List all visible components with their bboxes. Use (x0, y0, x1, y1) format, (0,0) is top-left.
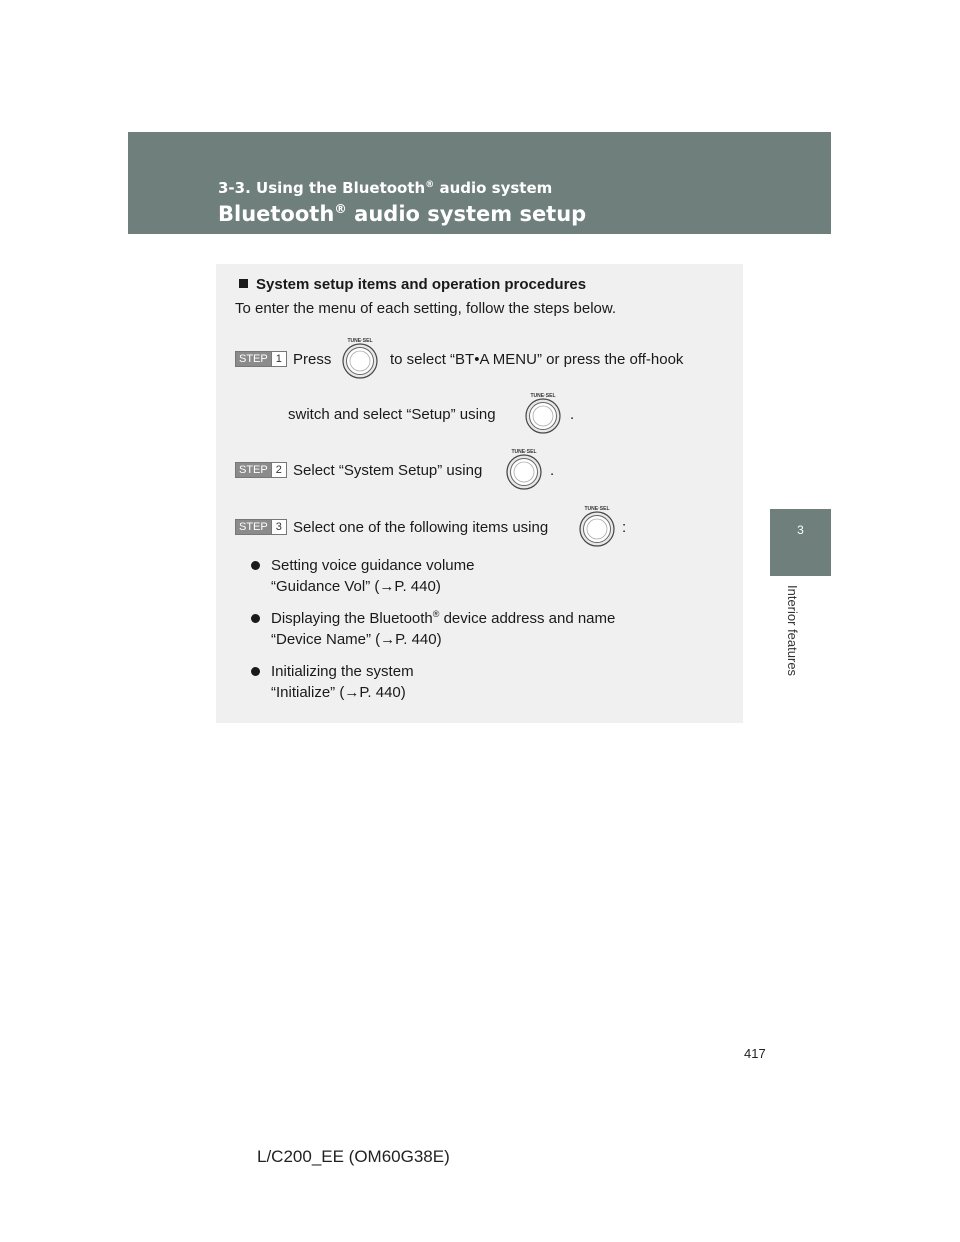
step-2-line: STEP 2 Select “System Setup” using (235, 462, 482, 479)
page-title: Bluetooth® audio system setup (218, 201, 587, 226)
step-1-text-d: . (570, 406, 575, 423)
list-item: Setting voice guidance volume “Guidance Vol” (→P. 440) (251, 555, 474, 597)
tune-sel-knob-icon (575, 504, 619, 548)
chapter-label: Interior features (785, 585, 800, 677)
step-1-line-1: STEP 1 Press (235, 351, 331, 368)
bullet-icon (251, 614, 260, 623)
footer-code: L/C200_EE (OM60G38E) (257, 1147, 450, 1166)
section-header (128, 132, 831, 234)
svg-text:TUNE·SEL: TUNE·SEL (530, 393, 556, 399)
setup-info-box (216, 264, 743, 723)
svg-text:TUNE·SEL: TUNE·SEL (347, 338, 373, 344)
intro-text: To enter the menu of each setting, follow the steps below. (235, 300, 617, 317)
tune-sel-knob-icon (521, 391, 565, 435)
tune-sel-knob-icon (338, 336, 382, 380)
step-1-text-c: switch and select “Setup” using (288, 406, 496, 423)
chapter-tab (770, 509, 831, 576)
bullet-icon (251, 667, 260, 676)
list-item: Displaying the Bluetooth® device address and name “Device Name” (→P. 440) (251, 608, 615, 650)
step-1-text-b: to select “BT•A MENU” or press the off-hook (390, 351, 684, 368)
section-label: 3-3. Using the Bluetooth® audio system (218, 179, 553, 197)
list-item: Initializing the system “Initialize” (→P. 440) (251, 661, 414, 703)
page-number: 417 (744, 1046, 766, 1061)
box-heading: System setup items and operation procedures (239, 276, 586, 293)
step-3-text-b: : (622, 519, 627, 536)
svg-text:TUNE·SEL: TUNE·SEL (584, 506, 610, 512)
bullet-icon (251, 561, 260, 570)
step-3-badge: STEP 3 (235, 519, 287, 535)
step-1-badge: STEP 1 (235, 351, 287, 367)
svg-text:TUNE·SEL: TUNE·SEL (511, 449, 537, 455)
chapter-number: 3 (797, 523, 804, 537)
tune-sel-knob-icon (502, 447, 546, 491)
step-3-line: STEP 3 Select one of the following items using (235, 519, 548, 536)
square-bullet-icon (239, 279, 248, 288)
step-2-badge: STEP 2 (235, 462, 287, 478)
step-2-text-b: . (550, 462, 555, 479)
